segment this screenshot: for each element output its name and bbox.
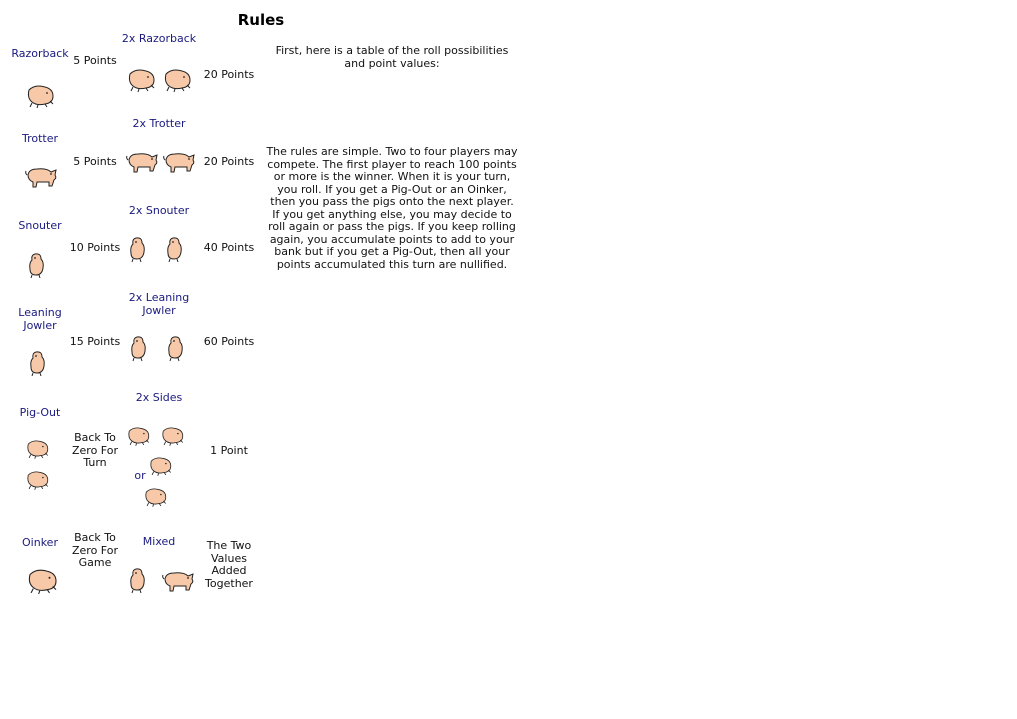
pig-jowler-icon xyxy=(27,350,49,376)
double-sides-label[interactable]: 2x Sides xyxy=(135,391,183,404)
intro-text: First, here is a table of the roll possibilities and point values: xyxy=(275,44,509,70)
pig-out-label[interactable]: Pig-Out xyxy=(19,406,61,419)
double-trotter-points: 20 Points xyxy=(203,155,255,168)
double-razorback-label[interactable]: 2x Razorback xyxy=(121,32,197,45)
pig-side-icon xyxy=(25,437,51,461)
snouter-points: 10 Points xyxy=(69,241,121,254)
rules-line: The rules are simple. Two to four players may xyxy=(266,145,518,158)
pig-razorback-icon xyxy=(25,84,57,108)
rules-line: or more is the winner. When it is your turn, xyxy=(273,170,511,183)
pig-trotter-icon xyxy=(162,570,196,594)
pig-side-icon xyxy=(160,425,186,447)
rules-line: then you pass the pigs onto the next player. xyxy=(270,195,514,208)
rules-paragraph xyxy=(266,146,518,271)
pig-razorback-icon xyxy=(162,68,194,92)
pig-side-icon xyxy=(143,486,169,508)
rules-line: If you get anything else, you may decide to xyxy=(272,207,512,221)
mixed-label[interactable]: Mixed xyxy=(142,535,176,548)
rules-line: compete. The first player to reach 100 points xyxy=(267,157,517,171)
double-razorback-points: 20 Points xyxy=(203,68,255,81)
pig-snouter-icon xyxy=(128,567,148,593)
pig-trotter-icon xyxy=(25,166,59,190)
pig-jowler-icon xyxy=(128,335,150,361)
pig-out-points: Back To Zero For Turn xyxy=(72,431,118,469)
pig-side-icon xyxy=(126,425,152,447)
pig-oinker-icon xyxy=(24,568,62,594)
pig-side-icon xyxy=(148,455,174,477)
leaning-jowler-label[interactable]: Leaning Jowler xyxy=(18,306,62,332)
double-leaning-jowler-points: 60 Points xyxy=(203,335,255,348)
pig-snouter-icon xyxy=(27,252,47,278)
or-label: or xyxy=(134,469,146,482)
trotter-label[interactable]: Trotter xyxy=(21,132,59,145)
mixed-points: The Two Values Added Together xyxy=(205,539,253,590)
rules-line: points accumulated this turn are nullified. xyxy=(276,257,508,271)
double-trotter-label[interactable]: 2x Trotter xyxy=(132,117,186,130)
pig-snouter-icon xyxy=(128,236,148,262)
trotter-points: 5 Points xyxy=(73,155,117,168)
pig-jowler-icon xyxy=(165,335,187,361)
pig-side-icon xyxy=(25,468,51,492)
rules-line: you roll. If you get a Pig-Out or an Oinker, xyxy=(277,182,507,196)
pig-snouter-icon xyxy=(165,236,185,262)
razorback-points: 5 Points xyxy=(73,54,117,67)
razorback-label[interactable]: Razorback xyxy=(11,47,69,60)
double-snouter-label[interactable]: 2x Snouter xyxy=(128,204,190,217)
snouter-label[interactable]: Snouter xyxy=(18,219,62,232)
double-sides-points: 1 Point xyxy=(210,444,248,457)
leaning-jowler-points: 15 Points xyxy=(69,335,121,348)
rules-line: roll again or pass the pigs. If you keep rolling xyxy=(268,220,516,233)
pig-trotter-icon xyxy=(163,151,197,175)
oinker-points: Back To Zero For Game xyxy=(72,531,118,569)
double-snouter-points: 40 Points xyxy=(203,241,255,254)
double-leaning-jowler-label[interactable]: 2x Leaning Jowler xyxy=(128,291,190,317)
pig-trotter-icon xyxy=(126,151,160,175)
rules-line: bank but if you get a Pig-Out, then all your xyxy=(274,245,510,258)
page-title: Rules xyxy=(237,11,285,29)
rules-line: again, you accumulate points to add to your xyxy=(269,232,515,246)
pig-razorback-icon xyxy=(126,68,158,92)
oinker-label[interactable]: Oinker xyxy=(22,536,58,549)
